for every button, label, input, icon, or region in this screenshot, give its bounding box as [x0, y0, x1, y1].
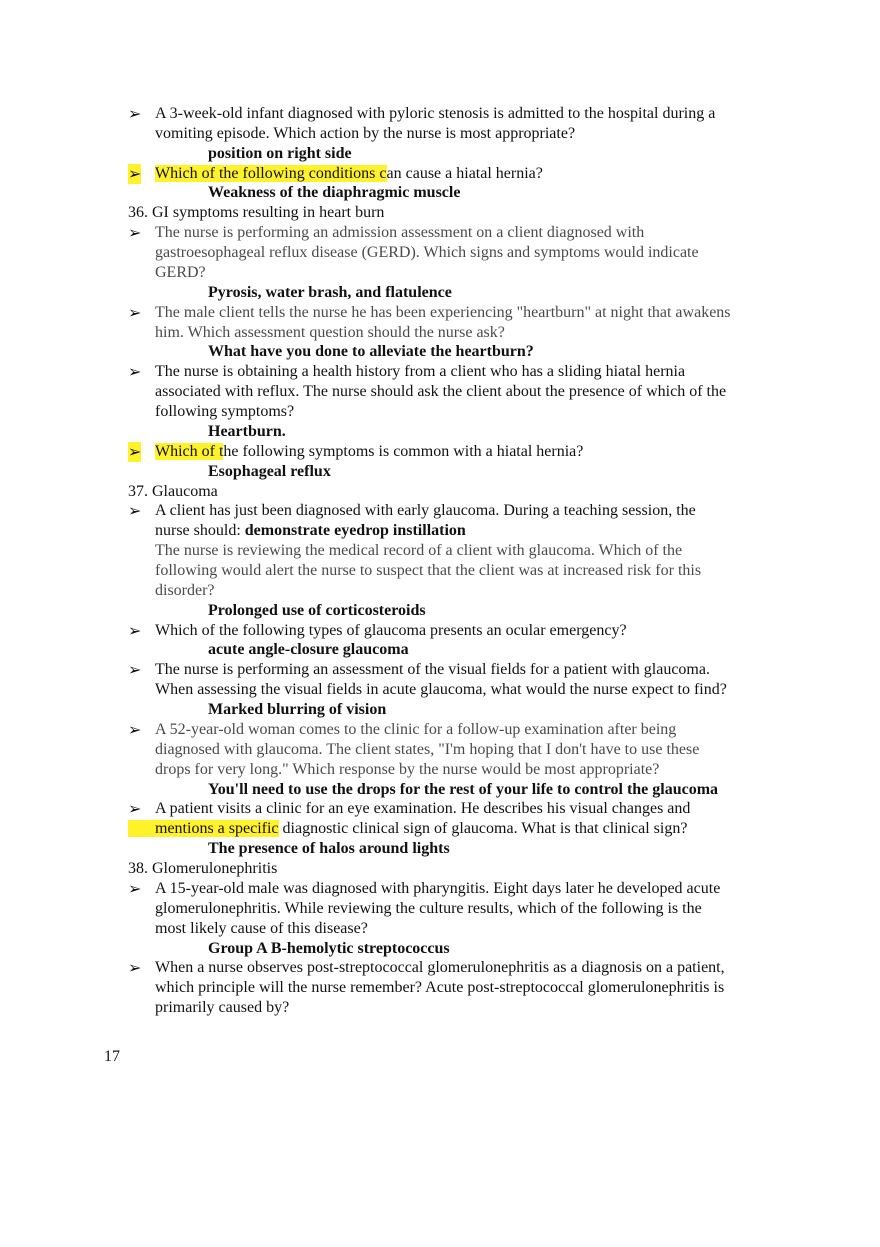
question-continuation-line	[155, 382, 726, 402]
bullet-arrow-icon: ➢	[128, 302, 142, 322]
question-continuation-line	[155, 740, 699, 760]
question-line	[155, 303, 731, 323]
question-line	[155, 621, 627, 641]
bullet-arrow-icon: ➢	[128, 958, 142, 978]
question-line	[155, 223, 644, 243]
highlighted-text: Which of the following conditions c	[155, 164, 387, 182]
question-continuation-line	[155, 760, 659, 780]
text-segment: A 52-year-old woman comes to the clinic for a follow-up examination after being	[155, 720, 677, 738]
text-segment: Heartburn.	[208, 422, 286, 440]
answer-line	[208, 183, 460, 203]
question-continuation-line	[155, 819, 687, 839]
question-continuation-line	[155, 899, 702, 919]
bullet-arrow-icon: ➢	[128, 104, 142, 123]
answer-line	[208, 422, 286, 442]
answer-line	[208, 462, 331, 482]
section-heading	[128, 859, 277, 879]
text-segment: he following symptoms is common with a hiatal hernia?	[223, 442, 584, 460]
bullet-arrow-icon: ➢	[128, 799, 142, 819]
text-segment: Marked blurring of vision	[208, 701, 387, 719]
text-segment: drops for very long." Which response by the nurse would be most appropriate?	[155, 760, 660, 778]
section-heading	[128, 482, 218, 502]
bullet-arrow-icon: ➢	[128, 660, 142, 680]
text-segment: Esophageal reflux	[208, 462, 331, 480]
question-continuation-line	[155, 402, 294, 422]
question-line	[155, 958, 725, 978]
text-segment: Prolonged use of corticosteroids	[208, 601, 426, 619]
question-line	[155, 660, 710, 680]
question-continuation-line	[155, 581, 215, 601]
bullet-arrow-icon: ➢	[128, 620, 142, 640]
question-line	[155, 104, 715, 124]
question-line	[155, 362, 685, 382]
answer-line	[208, 700, 386, 720]
text-segment: position on right side	[208, 144, 352, 162]
question-line	[155, 501, 696, 521]
question-line	[155, 164, 543, 184]
text-segment: When assessing the visual fields in acute glaucoma, what would the nurse expect to find?	[155, 681, 727, 699]
text-segment: 37. Glaucoma	[128, 482, 218, 500]
text-segment: When a nurse observes post-streptococcal glomerulonephritis as a diagnosis on a patient,	[155, 959, 725, 977]
answer-line	[208, 601, 426, 621]
text-segment: The presence of halos around lights	[208, 840, 450, 858]
answer-line	[208, 342, 534, 362]
highlighted-text: mentions a specific	[128, 820, 279, 837]
text-segment: The nurse is obtaining a health history from a client who has a sliding hiatal hernia	[155, 363, 686, 381]
text-segment: GERD?	[155, 263, 206, 281]
text-segment: A 15-year-old male was diagnosed with pharyngitis. Eight days later he developed acute	[155, 879, 721, 897]
highlighted-text: Which of t	[155, 442, 224, 460]
answer-line	[208, 283, 452, 303]
question-continuation-line	[155, 124, 575, 144]
question-continuation-line	[155, 919, 368, 939]
text-segment: Which of the following types of glaucoma presents an ocular emergency?	[155, 621, 627, 639]
answer-line	[208, 839, 450, 859]
answer-line	[208, 640, 409, 660]
text-segment: vomiting episode. Which action by the nurse is most appropriate?	[155, 124, 576, 142]
text-segment: most likely cause of this disease?	[155, 919, 368, 937]
text-segment: primarily caused by?	[155, 999, 290, 1017]
text-segment: associated with reflux. The nurse should ask the client about the presence of which of the	[155, 383, 727, 401]
text-segment: gastroesophageal reflux disease (GERD). Which signs and symptoms would indicate	[155, 244, 699, 262]
text-segment: following symptoms?	[155, 403, 295, 421]
bullet-arrow-icon: ➢	[128, 501, 142, 521]
text-segment: diagnosed with glaucoma. The client states, "I'm hoping that I don't have to use these	[155, 740, 700, 758]
question-continuation-line	[155, 323, 505, 343]
question-line	[155, 799, 690, 819]
question-continuation-line	[155, 998, 289, 1018]
bold-answer-text: demonstrate eyedrop instillation	[244, 522, 466, 540]
text-segment: Weakness of the diaphragmic muscle	[208, 184, 461, 202]
question-continuation-line	[155, 561, 701, 581]
bullet-arrow-icon: ➢	[128, 441, 142, 461]
text-segment: A client has just been diagnosed with early glaucoma. During a teaching session, the	[155, 502, 696, 520]
question-continuation-line	[155, 680, 727, 700]
text-segment: diagnostic clinical sign of glaucoma. What is that clinical sign?	[278, 820, 688, 838]
text-segment: What have you done to alleviate the heartburn?	[208, 343, 534, 361]
text-segment: him. Which assessment question should the nurse ask?	[155, 323, 505, 341]
text-segment: nurse should:	[155, 522, 245, 540]
text-segment: The nurse is reviewing the medical record of a client with glaucoma. Which of the	[155, 542, 683, 560]
answer-line	[208, 939, 450, 959]
text-segment: The male client tells the nurse he has been experiencing "heartburn" at night that awakens	[155, 303, 731, 321]
bullet-arrow-icon: ➢	[128, 163, 142, 183]
question-continuation-line	[155, 541, 682, 561]
section-heading	[128, 203, 384, 223]
answer-line	[208, 780, 718, 800]
question-continuation-line	[155, 978, 724, 998]
bullet-arrow-icon: ➢	[128, 719, 142, 739]
text-segment: Group A B-hemolytic streptococcus	[208, 939, 450, 957]
text-segment: 36. GI symptoms resulting in heart burn	[128, 204, 385, 222]
text-segment: which principle will the nurse remember? Acute post-streptococcal glomerulonephritis is	[155, 979, 725, 997]
bullet-arrow-icon: ➢	[128, 362, 142, 382]
text-segment: following would alert the nurse to suspect that the client was at increased risk for this	[155, 562, 702, 579]
question-continuation-line	[155, 521, 466, 541]
text-segment: acute angle-closure glaucoma	[208, 641, 409, 659]
text-segment: You'll need to use the drops for the rest of your life to control the glaucoma	[208, 780, 719, 798]
text-segment: A patient visits a clinic for an eye examination. He describes his visual changes and	[155, 800, 691, 818]
question-line	[155, 442, 583, 462]
text-segment: an cause a hiatal hernia?	[386, 164, 543, 182]
page-number: 17	[104, 1048, 120, 1065]
answer-line	[208, 144, 352, 164]
question-line	[155, 879, 720, 899]
question-line	[155, 720, 676, 740]
text-segment: Pyrosis, water brash, and flatulence	[208, 283, 452, 301]
text-segment: glomerulonephritis. While reviewing the culture results, which of the following is the	[155, 899, 702, 917]
bullet-arrow-icon: ➢	[128, 223, 142, 243]
question-continuation-line	[155, 243, 699, 263]
text-segment: A 3-week-old infant diagnosed with pyloric stenosis is admitted to the hospital during a	[155, 105, 716, 122]
text-segment: disorder?	[155, 581, 215, 599]
bullet-arrow-icon: ➢	[128, 878, 142, 898]
question-continuation-line	[155, 263, 206, 283]
text-segment: The nurse is performing an assessment of the visual fields for a patient with glaucoma.	[155, 661, 710, 679]
text-segment: The nurse is performing an admission assessment on a client diagnosed with	[155, 224, 645, 242]
text-segment: 38. Glomerulonephritis	[128, 860, 278, 878]
